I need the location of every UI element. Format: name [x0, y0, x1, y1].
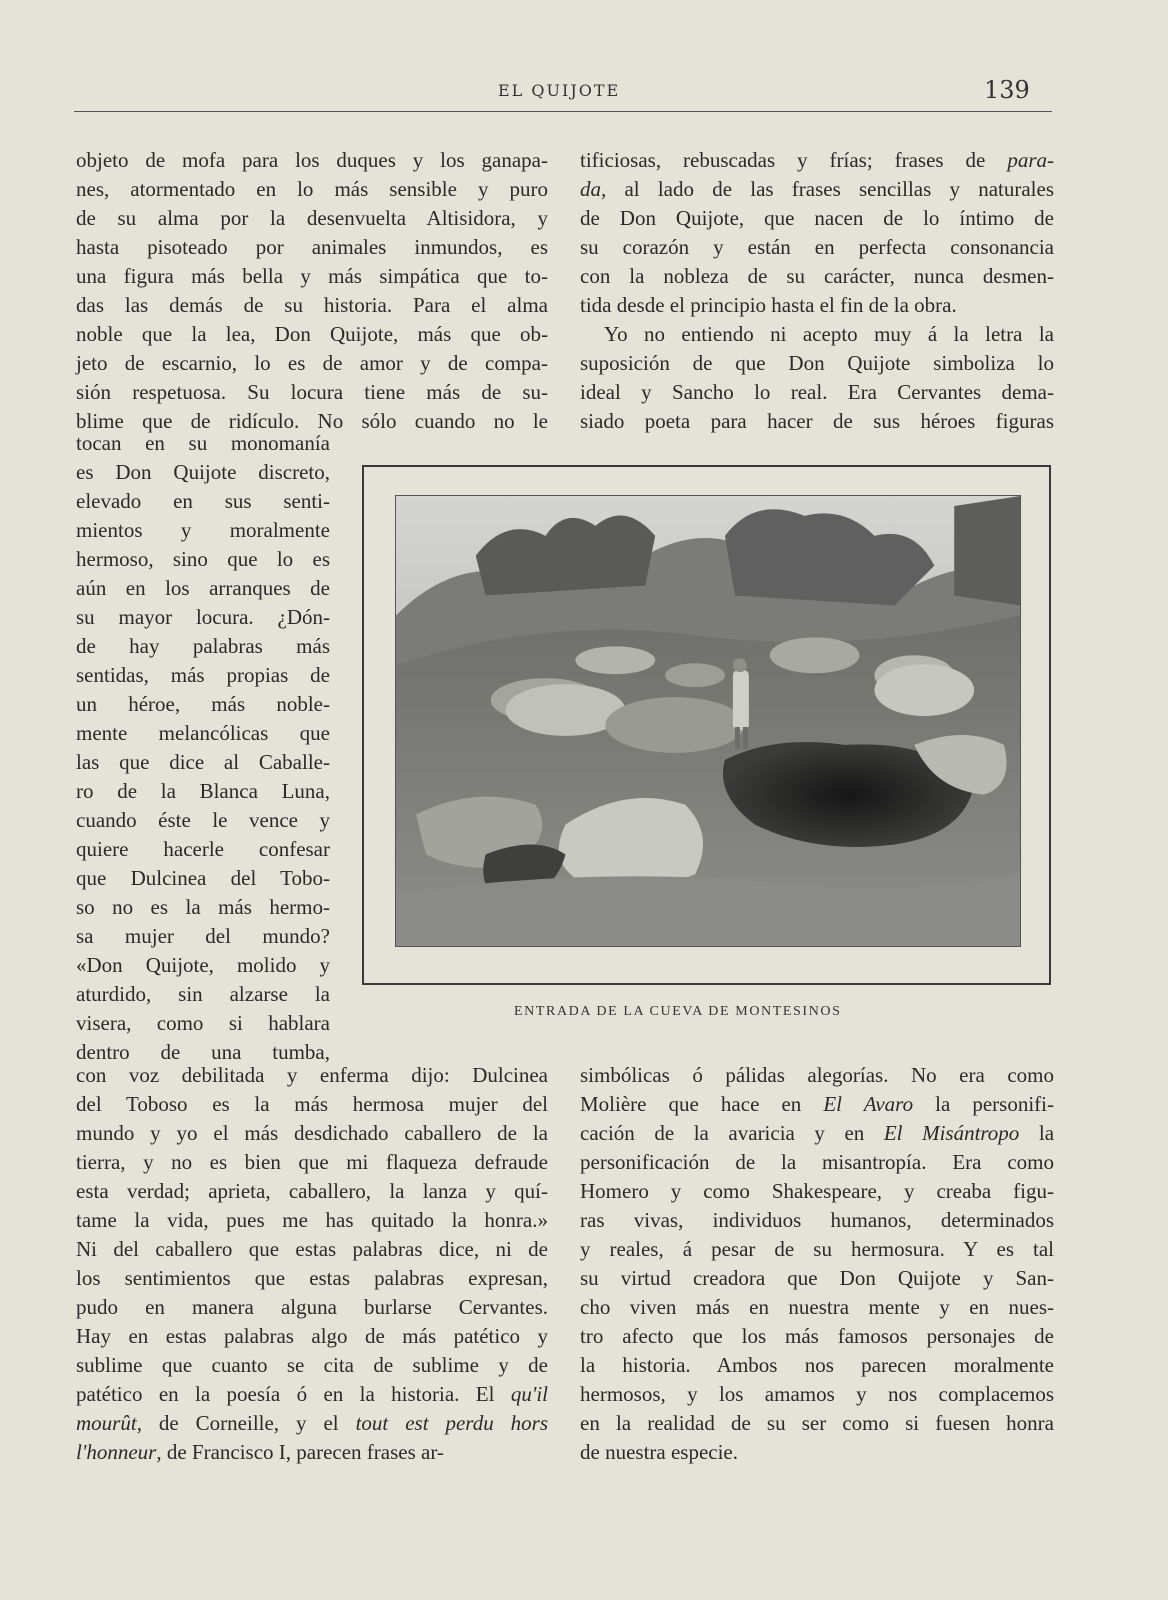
- text-line: que Dulcinea del Tobo-: [76, 866, 330, 890]
- text-line: dentro de una tumba,: [76, 1040, 330, 1064]
- text-span: tificiosas, rebuscadas y frías; frases de: [580, 148, 986, 172]
- text-line: su virtud creadora que Don Quijote y San-: [580, 1266, 1054, 1290]
- text-line: elevado en sus senti-: [76, 489, 330, 513]
- text-line: un héroe, más noble-: [76, 692, 330, 716]
- text-line: la historia. Ambos nos parecen moralmente: [580, 1353, 1054, 1377]
- text-line: das las demás de su historia. Para el alma: [76, 293, 548, 317]
- text-line: mundo y yo el más desdichado caballero de la: [76, 1121, 548, 1145]
- text-line: sublime que cuanto se cita de sublime y de: [76, 1353, 548, 1377]
- text-line: aturdido, sin alzarse la: [76, 982, 330, 1006]
- text-line: una figura más bella y más simpática que to-: [76, 264, 548, 288]
- text-line: de hay palabras más: [76, 634, 330, 658]
- text-line: blime que de ridículo. No sólo cuando no le: [76, 409, 548, 433]
- page-number: 139: [984, 76, 1030, 104]
- text-line: las que dice al Caballe-: [76, 750, 330, 774]
- text-span: cación de la avaricia y en: [580, 1121, 865, 1145]
- text-line: cuando éste le vence y: [76, 808, 330, 832]
- text-line: los sentimientos que estas palabras expresan,: [76, 1266, 548, 1290]
- text-line: Homero y como Shakespeare, y creaba figu-: [580, 1179, 1054, 1203]
- text-line: del Toboso es la más hermosa mujer del: [76, 1092, 548, 1116]
- text-line: noble que la lea, Don Quijote, más que ob-: [76, 322, 548, 346]
- text-line: su mayor locura. ¿Dón-: [76, 605, 330, 629]
- text-line: su corazón y están en perfecta consonancia: [580, 235, 1054, 259]
- text-line: tida desde el principio hasta el fin de la obra.: [580, 293, 957, 317]
- text-line: sentidas, más propias de: [76, 663, 330, 687]
- text-line: siado poeta para hacer de sus héroes figuras: [580, 409, 1054, 433]
- italic-quote: mourût: [76, 1411, 137, 1435]
- text-line: «Don Quijote, molido y: [76, 953, 330, 977]
- text-line: jeto de escarnio, lo es de amor y de compa-: [76, 351, 548, 375]
- text-line: ideal y Sancho lo real. Era Cervantes dema-: [580, 380, 1054, 404]
- header-title: EL QUIJOTE: [498, 81, 621, 100]
- cave-entrance-photo: [395, 495, 1021, 947]
- text-line: de su alma por la desenvuelta Altisidora, y: [76, 206, 548, 230]
- text-line: [580, 146, 1054, 175]
- italic-title: El Misántropo: [883, 1121, 1020, 1145]
- text-line: tocan en su monomanía: [76, 431, 330, 455]
- text-span: al lado de las frases sencillas y naturales: [606, 177, 1054, 201]
- text-span: la personifi-: [935, 1092, 1054, 1116]
- text-line: cho viven más en nuestra mente y en nues-: [580, 1295, 1054, 1319]
- right-column-top: [580, 146, 1054, 436]
- text-line: Ni del caballero que estas palabras dice, ni de: [76, 1237, 548, 1261]
- text-line: [580, 1119, 1054, 1148]
- figure-caption: ENTRADA DE LA CUEVA DE MONTESINOS: [514, 1004, 842, 1019]
- header-rule: [74, 111, 1052, 112]
- left-column-top: [76, 146, 548, 436]
- text-line: en la realidad de su ser como si fuesen honra: [580, 1411, 1054, 1435]
- text-line: simbólicas ó pálidas alegorías. No era como: [580, 1063, 1054, 1087]
- text-line: personificación de la misantropía. Era como: [580, 1150, 1054, 1174]
- text-line: [76, 1380, 548, 1409]
- italic-word: da,: [580, 177, 607, 201]
- text-line: Hay en estas palabras algo de más patético y: [76, 1324, 548, 1348]
- text-line: es Don Quijote discreto,: [76, 460, 330, 484]
- right-column-bottom: [580, 1061, 1054, 1467]
- text-span: , de Francisco I, parecen frases ar-: [156, 1440, 444, 1464]
- text-line: quiere hacerle confesar: [76, 837, 330, 861]
- italic-quote: qu'il: [510, 1382, 549, 1406]
- text-span: patético en la poesía ó en la historia. El: [76, 1382, 495, 1406]
- text-line: mientos y moralmente: [76, 518, 330, 542]
- text-line: con la nobleza de su carácter, nunca desmen-: [580, 264, 1054, 288]
- text-line: hermosos, y los amamos y nos complacemos: [580, 1382, 1054, 1406]
- left-column-bottom: [76, 1061, 548, 1467]
- italic-quote: l'honneur: [76, 1440, 157, 1464]
- text-line: aún en los arranques de: [76, 576, 330, 600]
- text-line: con voz debilitada y enferma dijo: Dulcinea: [76, 1063, 548, 1087]
- italic-title: El Avaro: [823, 1092, 914, 1116]
- text-line: y reales, á pesar de su hermosura. Y es tal: [580, 1237, 1054, 1261]
- text-line: ras vivas, individuos humanos, determinados: [580, 1208, 1054, 1232]
- text-line: [76, 1409, 548, 1438]
- text-line: tierra, y no es bien que mi flaqueza defraude: [76, 1150, 548, 1174]
- text-line: hasta pisoteado por animales inmundos, es: [76, 235, 548, 259]
- text-line: de Don Quijote, que nacen de lo íntimo de: [580, 206, 1054, 230]
- text-line: esta verdad; aprieta, caballero, la lanza y quí-: [76, 1179, 548, 1203]
- left-column-narrow: [76, 429, 330, 1067]
- text-line: nes, atormentado en lo más sensible y puro: [76, 177, 548, 201]
- text-line: tro afecto que los más famosos personajes de: [580, 1324, 1054, 1348]
- text-line: so no es la más hermo-: [76, 895, 330, 919]
- text-line: [76, 1438, 548, 1467]
- text-line: Yo no entiendo ni acepto muy á la letra la: [604, 322, 1054, 346]
- text-line: objeto de mofa para los duques y los ganapa-: [76, 148, 548, 172]
- text-line: suposición de que Don Quijote simboliza lo: [580, 351, 1054, 375]
- text-line: hermoso, sino que lo es: [76, 547, 330, 571]
- text-span: la: [1038, 1121, 1055, 1145]
- text-line: sión respetuosa. Su locura tiene más de su-: [76, 380, 548, 404]
- text-line: ro de la Blanca Luna,: [76, 779, 330, 803]
- italic-word: para-: [1007, 148, 1054, 172]
- text-line: visera, como si hablara: [76, 1011, 330, 1035]
- italic-quote: tout est perdu hors: [355, 1411, 548, 1435]
- text-line: [580, 175, 1054, 204]
- text-line: pudo en manera alguna burlarse Cervantes.: [76, 1295, 548, 1319]
- text-line: de nuestra especie.: [580, 1440, 739, 1464]
- text-line: [580, 1090, 1054, 1119]
- text-line: tame la vida, pues me has quitado la honra.»: [76, 1208, 548, 1232]
- text-line: sa mujer del mundo?: [76, 924, 330, 948]
- text-span: Molière que hace en: [580, 1092, 802, 1116]
- text-line: mente melancólicas que: [76, 721, 330, 745]
- text-span: , de Corneille, y el: [136, 1411, 356, 1435]
